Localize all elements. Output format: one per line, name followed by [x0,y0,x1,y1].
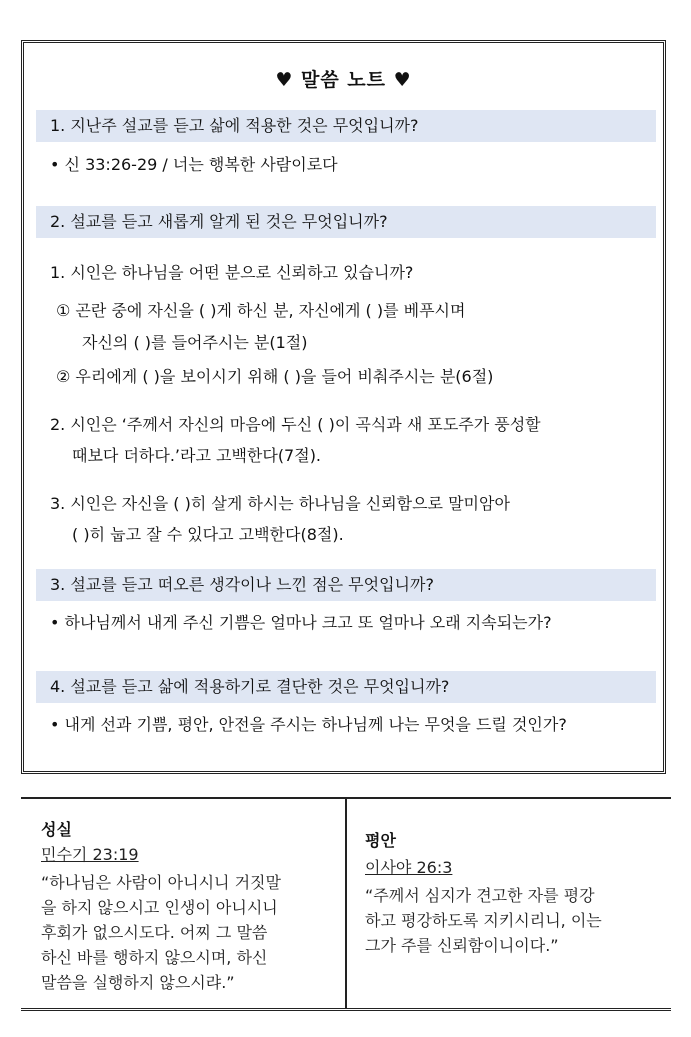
q2-line: 자신의 ( )를 들어주시는 분(1절) [82,333,308,352]
question-3-answer: • 하나님께서 내게 주신 기쁨은 얼마나 크고 또 얼마나 오래 지속되는가? [50,613,552,632]
q2-line: 1. 시인은 하나님을 어떤 분으로 신뢰하고 있습니까? [50,263,414,282]
question-1-header: 1. 지난주 설교를 듣고 삶에 적용한 것은 무엇입니까? [36,110,656,142]
verse-right-title: 평안 [365,831,396,850]
q2-line: 2. 시인은 ‘주께서 자신의 마음에 두신 ( )이 곡식과 새 포도주가 풍성할 [50,415,541,434]
q2-line: ① 곤란 중에 자신을 ( )게 하신 분, 자신에게 ( )를 베푸시며 [56,301,466,320]
note-title: ♥ 말씀 노트 ♥ [275,69,412,91]
verse-table [21,797,671,1011]
question-4-header: 4. 설교를 듣고 삶에 적용하기로 결단한 것은 무엇입니까? [36,671,656,703]
question-3-header: 3. 설교를 듣고 떠오른 생각이나 느낀 점은 무엇입니까? [36,569,656,601]
q2-line: 3. 시인은 자신을 ( )히 살게 하시는 하나님을 신뢰함으로 말미암아 [50,494,510,513]
verse-left-ref: 민수기 23:19 [41,845,139,864]
verse-left-text: “하나님은 사람이 아니시니 거짓말 을 하지 않으시고 인생이 아니시니 후회가 없으시도다. 어찌 그 말씀 하신 바를 행하지 않으시며, 하신 말씀을 실행하지 않으시랴.” [41,873,281,992]
q2-line: ② 우리에게 ( )을 보이시기 위해 ( )을 들어 비춰주시는 분(6절) [56,367,494,386]
q2-line: 때보다 더하다.’라고 고백한다(7절). [72,446,322,465]
question-2-header: 2. 설교를 듣고 새롭게 알게 된 것은 무엇입니까? [36,206,656,238]
sermon-note-box [21,40,666,774]
verse-right-text: “주께서 심지가 견고한 자를 평강 하고 평강하도록 지키시리니, 이는 그가 주를 신뢰함이니이다.” [365,886,602,955]
verse-left-title: 성실 [41,820,72,839]
verse-right-ref: 이사야 26:3 [365,858,453,877]
column-divider [345,799,347,1008]
question-4-answer: • 내게 선과 기쁨, 평안, 안전을 주시는 하나님께 나는 무엇을 드릴 것인가? [50,715,567,734]
q2-line: ( )히 눕고 잘 수 있다고 고백한다(8절). [72,525,344,544]
question-1-answer: • 신 33:26-29 / 너는 행복한 사람이로다 [50,155,338,174]
